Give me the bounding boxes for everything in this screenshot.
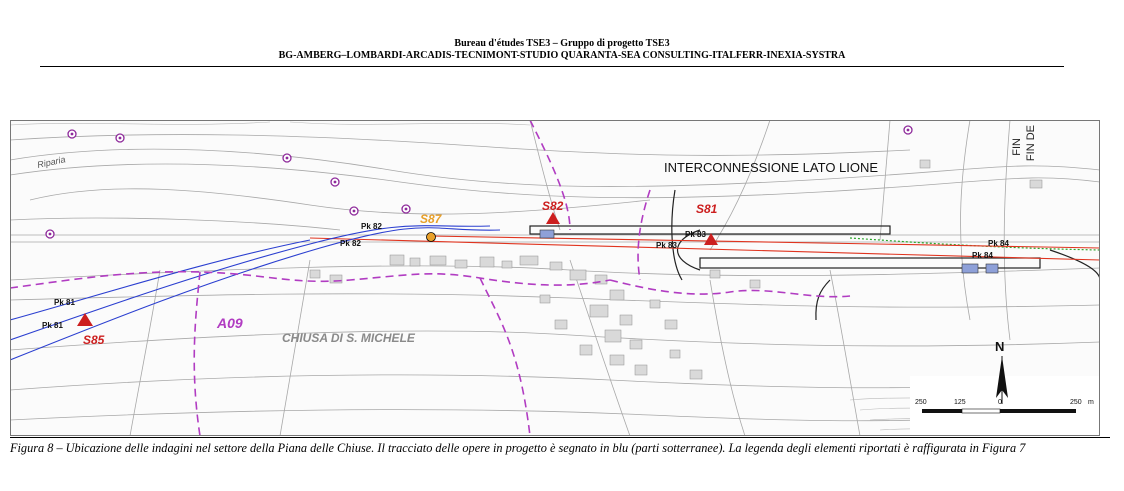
figure-caption: Figura 8 – Ubicazione delle indagini nel settore della Piana delle Chiuse. Il tracciato delle opere in progetto è segnato in blu (parti sotterranee). La legenda degli elementi riportati è raffigurata in Figura 7 [10, 441, 1026, 455]
label-s85: S85 [83, 333, 105, 347]
station-structure [986, 264, 998, 273]
header-divider [40, 66, 1064, 67]
pk-label: Pk 81 [42, 321, 63, 330]
label-fin-1: FIN [1011, 138, 1023, 156]
scale-label: 250 [915, 399, 927, 406]
scale-label: m [1088, 399, 1094, 406]
scale-label: 125 [954, 399, 966, 406]
pk-label: Pk 81 [54, 298, 75, 307]
pk-label: Pk 84 [972, 251, 993, 260]
label-chiusa: CHIUSA DI S. MICHELE [282, 331, 415, 345]
label-s81: S81 [696, 202, 718, 216]
pk-label: Pk 82 [361, 222, 382, 231]
survey-point-s87-marker [427, 233, 436, 242]
scale-label: 0 [998, 399, 1002, 406]
pk-label: Pk 83 [685, 230, 706, 239]
label-s87: S87 [420, 212, 442, 226]
header-line-1: Bureau d'études TSE3 – Gruppo di progetto TSE3 [454, 38, 670, 49]
pk-label: Pk 82 [340, 239, 361, 248]
map-figure [10, 120, 1100, 436]
label-interconnessione: INTERCONNESSIONE LATO LIONE [664, 160, 879, 175]
pk-label: Pk 84 [988, 239, 1009, 248]
label-riparia: Riparia [36, 154, 67, 170]
map-canvas [10, 120, 1100, 436]
header-line-2: BG-AMBERG–LOMBARDI-ARCADIS-TECNIMONT-STUDIO QUARANTA-SEA CONSULTING-ITALFERR-INEXIA-SYSTRA [278, 50, 846, 61]
label-a09: A09 [217, 315, 243, 331]
station-structure [962, 264, 978, 273]
caption-divider [10, 437, 1110, 438]
label-fin-2: FIN DE [1025, 125, 1037, 162]
pk-label: Pk 83 [656, 241, 677, 250]
north-label: N [995, 339, 1005, 354]
station-structure [540, 230, 554, 238]
label-s82: S82 [542, 199, 564, 213]
scale-label: 250 [1070, 399, 1082, 406]
scale-bar [922, 409, 1076, 413]
